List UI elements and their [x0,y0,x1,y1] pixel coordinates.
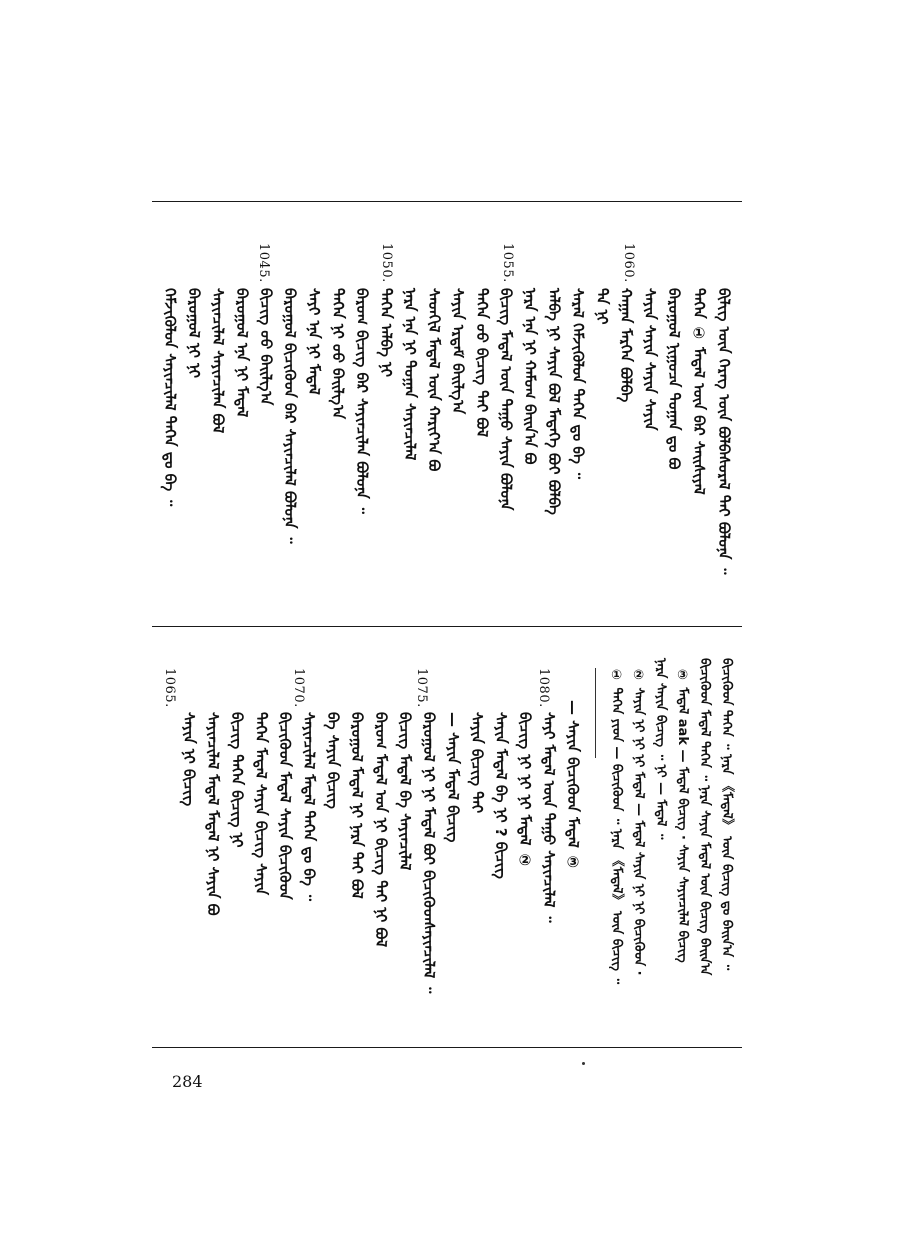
text-column: ᠬᠡᠮᠵᠢᠭᠦᠯᠦᠨ ᠰᠠᠶᠢᠨᠴᠢᠯᠠᠯ ᠲᠡᠭᠡᠨ ᠳᠤ ᠪᠠ ᠃ [161,288,179,507]
text-column: ᠠᠯᠪᠠ ᠨᠢ ᠰᠠᠶᠢᠨ ᠪᠣᠯ ᠮᠡᠳᠡᠭᠡ ᠪᠤᠢ ᠪᠣᠯᠪᠠ [545,288,563,515]
text-column: ᠰᠠᠶᠢᠨ ᠨᠢ ᠪᠢᠴᠢᠭ [180,712,198,807]
text-column: ᠪᠠᠷᠤᠭ ᠮᠡᠳᠡᠯ ᠤᠨ ᠨᠢ ᠪᠢᠴᠢᠭ ᠲᠠᠢ ᠨᠢ ᠪᠣᠯ [372,712,390,948]
text-column: ᠲᠡᠭᠡᠨ ᠠᠯᠪᠠ ᠨᠢ [377,288,395,377]
text-column: ᠪᠢᠯᠢᠭ ᠦᠨ ᠬᠡᠷᠡᠭ ᠦᠨ ᠪᠤᠯᠪᠠᠰᠤᠷᠠᠯ ᠲᠠᠢ ᠪᠣᠯᠤᠨᠠ ᠃ [715,288,733,575]
verse-number: 1045. [256,243,271,283]
text-column: — ᠰᠠᠶᠢᠨ ᠪᠢᠴᠢᠭᠦᠳ ᠮᠡᠳᠡᠯ ③ [564,700,582,872]
text-column: ᠰᠠᠶᠢᠨ ᠰᠠᠶᠢᠨ ᠰᠠᠶᠢᠨ ᠰᠠᠶᠢᠨ [641,288,659,431]
text-column: ᠰᠠᠷᠠᠯ ᠬᠡᠮᠵᠢᠭᠦᠯᠦᠨ ᠲᠡᠭᠡᠨ ᠳᠤ ᠪᠠ ᠃ [569,288,587,479]
text-column: ᠪᠢᠴᠢᠭ ᠨᠢ ᠨᠢ ᠨᠢ ᠮᠡᠳᠡᠯ ② [516,712,534,869]
page-dot [582,1062,585,1065]
verse-number: 1070. [291,668,306,708]
text-column: ᠬᠠᠭᠠᠨ ᠮᠡᠷᠭᠡᠨ ᠪᠣᠯᠪᠠ [617,288,635,403]
text-column: ᠨᠡᠷᠡ ᠡᠨᠡ ᠨᠢ ᠲᠣᠭᠠᠨ ᠰᠠᠶᠢᠨᠴᠢᠯᠠᠯ [401,288,419,461]
text-column: ᠰᠠᠶᠢᠨᠴᠢᠯᠠᠯ ᠮᠡᠳᠡᠯ ᠲᠡᠭᠡᠨ ᠳᠤ ᠪᠠ ᠃ [300,712,318,901]
text-column: ᠲᠡᠭᠡᠨ ᠤᠤ ᠪᠢᠴᠢᠭ ᠲᠠᠢ ᠪᠣᠯ [473,288,491,438]
text-column: ᠪᠢᠴᠢᠭ ᠮᠡᠳᠡᠯ ᠦᠨ ᠳᠠᠭᠤ ᠰᠠᠶᠢᠨ ᠪᠣᠯᠤᠨᠠ [497,288,515,511]
page-number: 284 [172,1072,203,1091]
middle-rule [152,626,742,627]
footnote-line: ᠨᠡᠷᠡ ᠰᠠᠶᠢᠨ ᠪᠢᠴᠢᠭ ᠃ ᠨᠢ — ᠮᠡᠳᠡᠯ ᠃ [653,658,668,840]
text-column: — ᠰᠠᠶᠢᠨ ᠮᠡᠳᠡᠯ ᠪᠢᠴᠢᠭ [444,712,462,843]
verse-number: 1065. [162,668,177,708]
text-column: ᠲᠡᠭᠡᠨ ᠨᠢ ᠤᠤ ᠪᠠᠢᠯᠭ᠎ᠠ [329,288,347,420]
text-column: ᠰᠠᠶᠢᠨ ᠪᠢᠴᠢᠭ ᠲᠠᠢ [468,712,486,814]
text-column: ᠪᠠᠷᠤᠭᠤᠯ ᠨᠢ ᠨᠢ [185,288,203,379]
text-column: ᠰᠠᠶᠢᠨ ᠮᠡᠳᠡᠯ ᠪᠠ ᠨᠢ ? ᠪᠢᠴᠢᠭ [492,712,510,879]
text-column: ᠪᠠᠷᠤᠭᠤᠯ ᠮᠡᠳᠡᠯ ᠨᠢ ᠨᠡᠷᠡ ᠲᠠᠢ ᠪᠣᠯ [348,712,366,899]
text-column: ᠪᠠᠷᠤᠭᠤᠯ ᠪᠢᠴᠢᠭᠦᠳ ᠪᠠᠷ ᠰᠠᠶᠢᠨᠴᠢᠯᠠᠯ ᠪᠣᠯᠤᠨᠠ ᠃ [281,288,299,544]
verse-number: 1055. [500,243,515,283]
text-column: ᠲᠠ ᠨᠢ [593,288,611,325]
footnote-separator [595,668,596,758]
text-column: ᠪᠢᠴᠢᠭᠦᠳ ᠮᠡᠳᠡᠯ ᠰᠠᠶᠢᠨ ᠪᠢᠴᠢᠭᠦᠳ [276,712,294,900]
verse-number: 1080. [536,668,551,708]
verse-number: 1060. [621,243,636,283]
text-column: ᠪᠢᠴᠢᠭ ᠮᠡᠳᠡᠯ ᠪᠠ ᠰᠠᠶᠢᠨᠴᠢᠯᠠᠯ [396,712,414,871]
text-column: ᠨᠡᠷᠡ ᠡᠨᠡ ᠨᠢ ᠬᠠᠮᠤᠭ ᠪᠠᠢᠨ᠎ᠠ ᠪᠤ [521,288,539,465]
text-column: ᠰᠠᠶᠢ ᠡᠨᠡ ᠨᠢ ᠮᠡᠳᠡᠯ [305,288,323,395]
text-column: ᠲᠡᠭᠡᠨ ① ᠮᠡᠳᠡᠯ ᠦᠨ ᠪᠡᠷ ᠰᠠᠢᠰᠢᠶᠠᠯ [690,288,708,495]
text-column: ᠪᠠᠷᠤᠭᠤᠯ ᠨᠢ ᠨᠢ ᠮᠡᠳᠡᠯ ᠪᠤᠢ ᠪᠢᠴᠢᠭᠦᠳᠰᠠᠶᠢᠨᠴᠢᠯᠠᠯ ᠃ [420,712,438,994]
footnote-line: ③ ᠮᠡᠳᠡᠯ aak — ᠮᠡᠳᠡᠯ ᠪᠢᠴᠢᠭ · ᠰᠠᠶᠢᠨ ᠰᠠᠶᠢᠨᠴᠢᠯᠠᠯ ᠪᠢᠴᠢᠭ [675,668,690,963]
footnote-line: ② ᠰᠠᠶᠢᠨ ᠨᠢ ᠨᠢ ᠨᠢ ᠮᠡᠳᠡᠯ — ᠮᠡᠳᠡᠯ ᠰᠠᠶᠢᠨ ᠨᠢ ᠨᠢ ᠪᠢᠴᠢᠭᠦᠳ · [631,668,646,976]
footnote-line: ᠪᠢᠴᠢᠭᠦᠳ ᠲᠡᠭᠡᠨ ᠃ ᠨᠡᠷᠡ 《ᠮᠡᠳᠡᠯ》 ᠦᠨ ᠪᠢᠴᠢᠭ ᠳᠤ ᠪᠠᠢᠨ᠎ᠠ ᠃ [719,658,734,971]
footnote-line: ᠪᠢᠴᠢᠭᠦᠳ ᠮᠡᠳᠡᠯ ᠲᠡᠭᠡᠨ ᠃ ᠨᠡᠷᠡ ᠰᠠᠶᠢᠨ ᠮᠡᠳᠡᠯ ᠦᠨ ᠪᠢᠴᠢᠭ ᠪᠠᠢᠨ᠎ᠠ [697,658,712,976]
text-column: ᠰᠡᠳᠭᠢᠯ ᠮᠡᠳᠡᠯ ᠦᠨ ᠬᠠᠷᠢᠶ᠎ᠠ ᠪᠤ [425,288,443,472]
verse-number: 1075. [414,668,429,708]
text-column: ᠪᠠᠷᠤᠭᠤᠯ ᠨᠢᠭᠤᠴᠠ ᠲᠣᠭᠠᠨ ᠳᠤ ᠪᠤ [665,288,683,470]
text-column: ᠪᠢᠴᠢᠭ ᠤᠤ ᠪᠠᠢᠯᠭ᠎ᠠ [257,288,275,406]
footnote-line: ① ᠲᠡᠭᠡᠨ ᠶᠢᠳ — ᠪᠢᠴᠢᠭᠦᠳ ᠃ ᠨᠡᠷᠡ 《ᠮᠡᠳᠡᠯ》 ᠦᠨ ᠪᠢᠴᠢᠭ ᠃ [609,668,624,985]
text-column: ᠰᠠᠶᠢᠨᠴᠢᠯᠠᠯ ᠮᠡᠳᠡᠯ ᠮᠡᠳᠡᠯ ᠨᠢ ᠰᠠᠶᠢᠨ ᠪᠤ [204,712,222,916]
text-column: ᠪᠢᠴᠢᠭ ᠲᠡᠭᠡᠨ ᠪᠢᠴᠢᠭ ᠨᠢ [228,712,246,848]
text-column: ᠪᠠ ᠰᠠᠶᠢᠨ ᠪᠢᠴᠢᠭ [324,712,342,809]
text-column: ᠰᠠᠶᠢᠨᠴᠢᠯᠠᠯ ᠰᠠᠶᠢᠨᠴᠢᠯᠡᠨ ᠪᠣᠯ [209,288,227,434]
text-column: ᠪᠠᠷᠤᠭ ᠪᠢᠴᠢᠭ ᠪᠠᠷ ᠰᠠᠶᠢᠨᠴᠢᠯᠡᠨ ᠪᠣᠯᠤᠨᠠ ᠃ [353,288,371,514]
top-rule [152,201,742,202]
text-column: ᠪᠠᠷᠤᠭᠤᠯ ᠡᠨᠡ ᠨᠢ ᠮᠡᠳᠡᠯ [233,288,251,418]
bottom-rule [152,1047,742,1048]
verse-number: 1050. [379,243,394,283]
text-column: ᠰᠠᠶᠢ ᠮᠡᠳᠡᠯ ᠦᠨ ᠳᠠᠭᠤ ᠰᠠᠶᠢᠨᠴᠢᠯᠠᠯ ᠃ [540,712,558,923]
text-column: ᠲᠡᠭᠡᠨ ᠮᠡᠳᠡᠯ ᠰᠠᠶᠢᠨ ᠪᠢᠴᠢᠭ ᠰᠠᠶᠢᠨ [252,712,270,895]
text-column: ᠰᠠᠶᠢᠨ ᠡᠷᠳᠡᠮ ᠪᠠᠢᠯᠭ᠎ᠠ [449,288,467,415]
